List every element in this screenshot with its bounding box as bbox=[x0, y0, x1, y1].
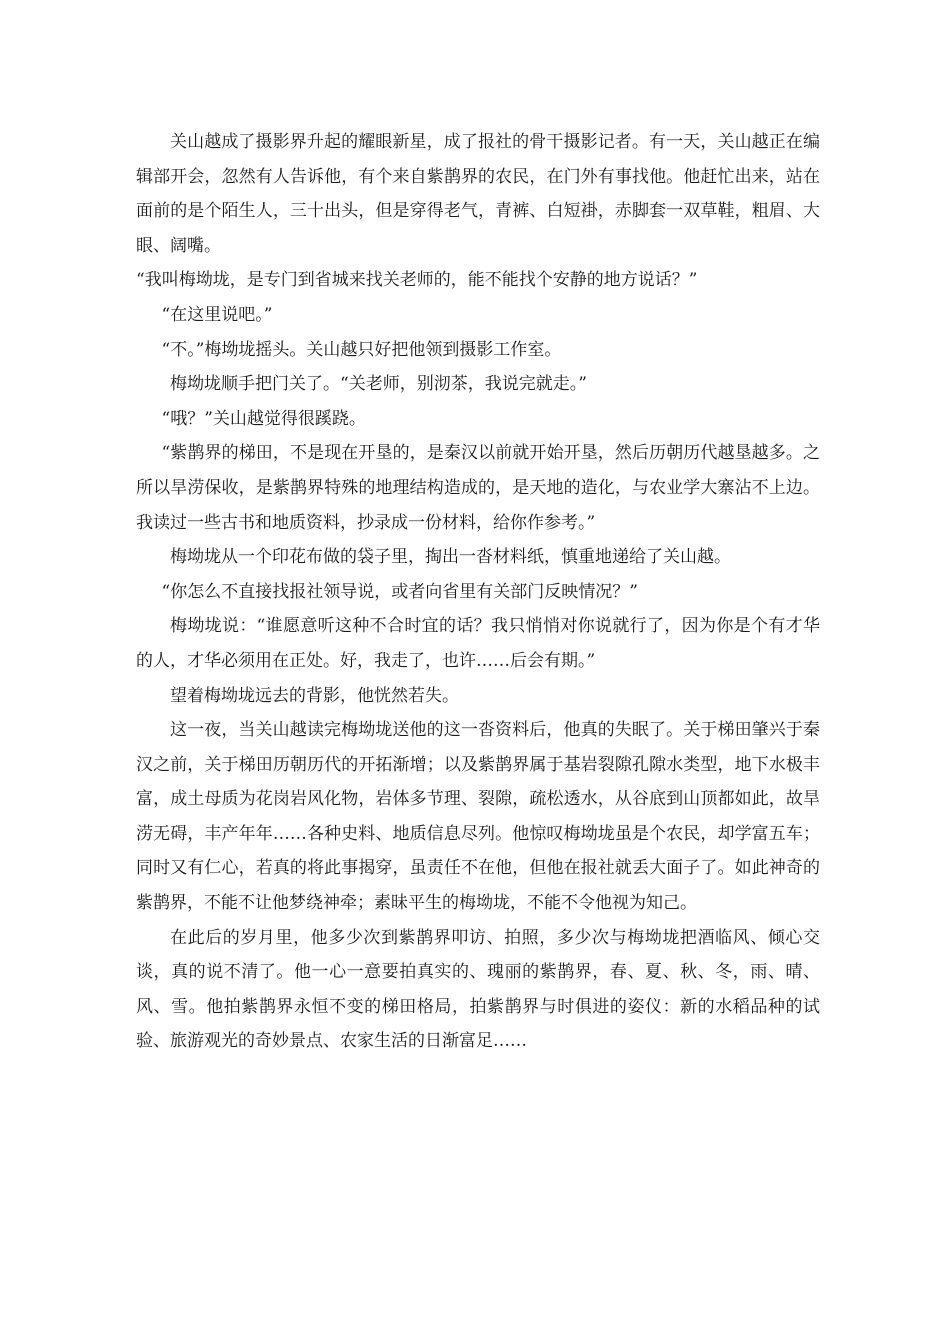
paragraph-6: “哦？”关山越觉得很蹊跷。 bbox=[161, 408, 366, 429]
paragraph-5: 梅坳垅顺手把门关了。“关老师，别沏茶，我说完就走。” bbox=[170, 374, 587, 395]
paragraph-7: “紫鹊界的梯田，不是现在开垦的，是秦汉以前就开始开垦，然后历朝历代越垦越多。之所以旱涝保收，是紫鹊界特殊的地理结构造成的，是天地的造化，与农业学大寨沾不上边。我读过一些古书和地质资料，抄录成一份材料，给你作参考。” bbox=[136, 443, 820, 533]
paragraph-2: “我叫梅坳垅，是专门到省城来找关老师的，能不能找个安静的地方说话？” bbox=[136, 270, 698, 291]
paragraph-1: 关山越成了摄影界升起的耀眼新星，成了报社的骨干摄影记者。有一天，关山越正在编辑部开会，忽然有人告诉他，有个来自紫鹊界的农民，在门外有事找他。他赶忙出来，站在面前的是个陌生人，三十出头，但是穿得老气，青裤、白短褂，赤脚套一双草鞋，粗眉、大眼、阔嘴。 bbox=[136, 132, 820, 256]
paragraph-13: 在此后的岁月里，他多少次到紫鹊界叩访、拍照，多少次与梅坳垅把酒临风、倾心交谈，真的说不清了。他一心一意要拍真实的、瑰丽的紫鹊界，春、夏、秋、冬，雨、晴、风、雪。他拍紫鹊界永恒不变的梯田格局，拍紫鹊界与时俱进的姿仪：新的水稻品种的试验、旅游观光的奇妙景点、农家生活的日渐富足…… bbox=[136, 927, 820, 1052]
paragraph-9: “你怎么不直接找报社领导说，或者向省里有关部门反映情况？” bbox=[161, 581, 638, 602]
paragraph-11: 望着梅坳垅远去的背影，他恍然若失。 bbox=[170, 685, 459, 706]
article-body bbox=[136, 125, 820, 1059]
paragraph-10: 梅坳垅说：“谁愿意听这种不合时宜的话？我只悄悄对你说就行了，因为你是个有才华的人，才华必须用在正处。好，我走了，也许……后会有期。” bbox=[136, 616, 820, 671]
paragraph-12: 这一夜，当关山越读完梅坳垅送他的这一沓资料后，他真的失眠了。关于梯田肇兴于秦汉之前，关于梯田历朝历代的开拓渐增；以及紫鹊界属于基岩裂隙孔隙水类型，地下水极丰富，成土母质为花岗岩风化物，岩体多节理、裂隙，疏松透水，从谷底到山顶都如此，故旱涝无碍，丰产年年……各种史料、地质信息尽列。他惊叹梅坳垅虽是个农民，却学富五车；同时又有仁心，若真的将此事揭穿，虽责任不在他，但他在报社就丢大面子了。如此神奇的紫鹊界，不能不让他梦绕神牵；素昧平生的梅坳垅，不能不令他视为知己。 bbox=[136, 720, 820, 914]
paragraph-4: “不。”梅坳垅摇头。关山越只好把他领到摄影工作室。 bbox=[161, 339, 562, 360]
paragraph-3: “在这里说吧。” bbox=[161, 304, 273, 325]
paragraph-8: 梅坳垅从一个印花布做的袋子里，掏出一沓材料纸，慎重地递给了关山越。 bbox=[170, 547, 731, 568]
